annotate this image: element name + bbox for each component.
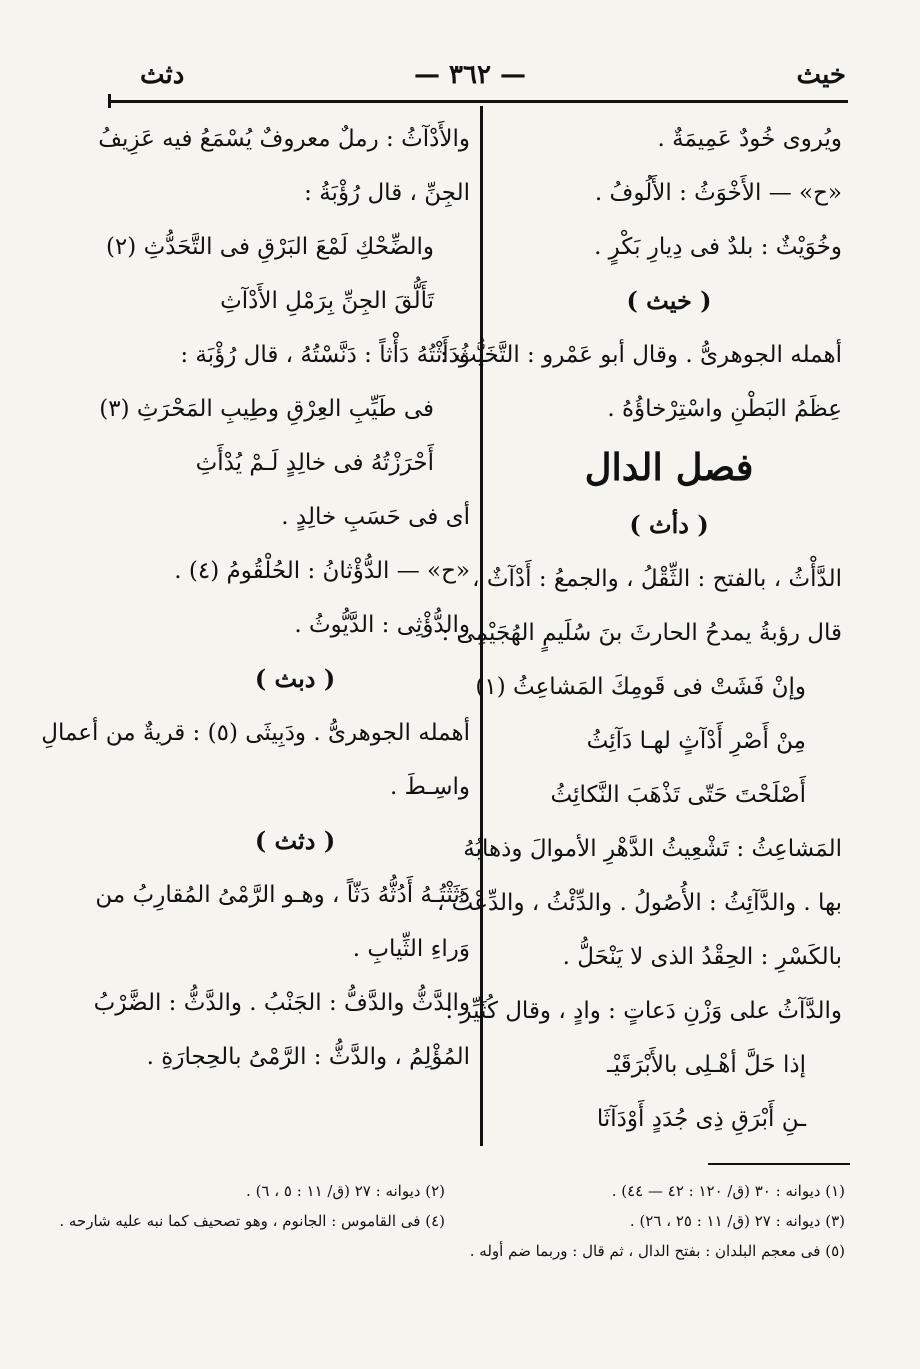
verse-line: أَصْلَحْتَ حَتّى تَذْهَبَ النَّكائِثُ [550, 782, 806, 808]
text-line: والدَّثُّ والدَّفُّ : الجَنْبُ . والدَّثُّ : الضَّرْبُ [93, 990, 470, 1016]
text-line: واسِـطَ . [390, 774, 470, 800]
left-column [41, 112, 470, 1152]
running-head-right: خيث [796, 60, 846, 90]
footnotes [59, 1176, 845, 1266]
verse-line: إذا حَلَّ أهْـلِى بالأَبْرَقَيْـ [607, 1052, 806, 1078]
text-line: «ح» — الأَخْوَثُ : الأَلُوفُ . [594, 180, 842, 206]
header-rule [108, 100, 848, 103]
text-line: وَراءِ الثِّيابِ . [352, 936, 470, 962]
footnote-4: (٤) فى القاموس : الجانوم ، وهو تصحيف كما نبه عليه شارحه . [59, 1212, 445, 1230]
verse-line: وإنْ فَشَتْ فى قَومِكَ المَشاعِثُ (١) [475, 674, 806, 700]
text-line: الدَّأْثُ ، بالفتح : الثِّقْلُ ، والجمعُ : أَدْآثٌ ، [472, 566, 842, 592]
verse-line: فى طَيِّبِ العِرْقِ وطِيبِ المَحْرَثِ (٣) [99, 396, 434, 422]
text-line: بها . والدَّآئِثُ : الأُصُولُ . والدِّئْثُ ، والدِّعْثُ ، [436, 890, 842, 916]
text-line: الجِنِّ ، قال رُؤْبَةُ : [304, 180, 470, 206]
verse-line: مِنْ أَصْرِ أَدْآثٍ لهـا دَآئِثُ [586, 728, 806, 754]
entry-heading-dbth: ( دبث ) [254, 664, 336, 693]
verse-line: والضِّحْكِ لَمْعَ البَرْقِ فى التَّحَدُّثِ (٢) [105, 234, 434, 260]
entry-heading-khyth: ( خيث ) [626, 286, 712, 315]
header-rule-tick [108, 94, 111, 108]
right-column [436, 112, 842, 1152]
text-line: ويُروى خُودٌ عَمِيمَةٌ . [657, 126, 842, 152]
text-line: والأَدْآثُ : رملٌ معروفٌ يُسْمَعُ فيه عَزِيفُ [98, 126, 470, 152]
footnote-rule [708, 1163, 850, 1165]
page-number: — ٣٦٢ — [413, 60, 527, 90]
text-line: دَثَثْتُـهُ أَدُثُّهُ دَثّاً ، وهـو الرَّمْىُ المُقارِبُ من [95, 882, 470, 908]
text-line: والدَّآثُ على وَزْنِ دَعاتٍ : وادٍ ، وقال كُثَيِّر : [445, 998, 842, 1024]
entry-heading-dath: ( دأث ) [629, 510, 709, 539]
footnote-row [110, 1176, 845, 1206]
text-line: عِظَمُ البَطْنِ واسْتِرْخاؤُهُ . [607, 396, 842, 422]
text-line: وخُوَيْثٌ : بلدٌ فى دِيارِ بَكْرٍ . [594, 234, 842, 260]
text-line: أهمله الجوهرىُّ . ودَبِيثَى (٥) : قريةٌ من أعمالِ [41, 720, 470, 746]
verse-line: تَأَلُّقَ الجِنِّ بِرَمْلِ الأَدْآثِ [220, 288, 434, 314]
text-line: أى فى حَسَبِ خالِدٍ . [281, 504, 470, 530]
text-line: والدُّؤْثِى : الدَّيُّوثُ . [294, 612, 470, 638]
running-head-left: دثث [140, 60, 185, 90]
text-line: المُؤْلِمُ ، والدَّثُّ : الرَّمْىُ بالحِجارَةِ . [146, 1044, 470, 1070]
section-title: فصل الدال [584, 445, 754, 489]
verse-line: أَحْرَزْتُهُ فى خالِدٍ لَـمْ يُدْأَثِ [195, 450, 434, 476]
text-line: قال رؤبةُ يمدحُ الحارثَ بنَ سُلَيمٍ الهُجَيْمِى : [441, 620, 842, 646]
text-line: المَشاعِثُ : تَشْعِيثُ الدَّهْرِ الأموالَ وذهابُهُ [463, 836, 842, 862]
footnote-5: (٥) فى معجم البلدان : بفتح الدال ، ثم قال : وربما ضم أوله . [469, 1242, 845, 1260]
footnote-3: (٣) ديوانه : ٢٧ (ق/ ١١ : ٢٥ ، ٢٦) . [629, 1212, 845, 1230]
text-line: بالكَسْرِ : الحِقْدُ الذى لا يَنْحَلُّ . [562, 944, 842, 970]
entry-heading-dthth: ( دثث ) [254, 826, 336, 855]
footnote-row [59, 1206, 845, 1236]
text-line: «ح» — الدُّؤْثانُ : الحُلْقُومُ (٤) . [174, 558, 470, 584]
verse-line: ـنِ أَبْرَقِ ذِى جُدَدٍ أَوْدَآثَا [596, 1106, 806, 1132]
footnote-1: (١) ديوانه : ٣٠ (ق/ ١٢٠ : ٤٢ — ٤٤) . [611, 1182, 845, 1200]
text-line: أهمله الجوهرىُّ . وقال أبو عَمْرو : التَّخَيُّثُ : [439, 342, 842, 368]
text-line: ودَأَثْتُهُ دَأْثاً : دَنَّسْتُهُ ، قال رُؤْبَة : [180, 342, 470, 368]
footnote-2: (٢) ديوانه : ٢٧ (ق/ ١١ : ٥ ، ٦) . [246, 1182, 445, 1200]
